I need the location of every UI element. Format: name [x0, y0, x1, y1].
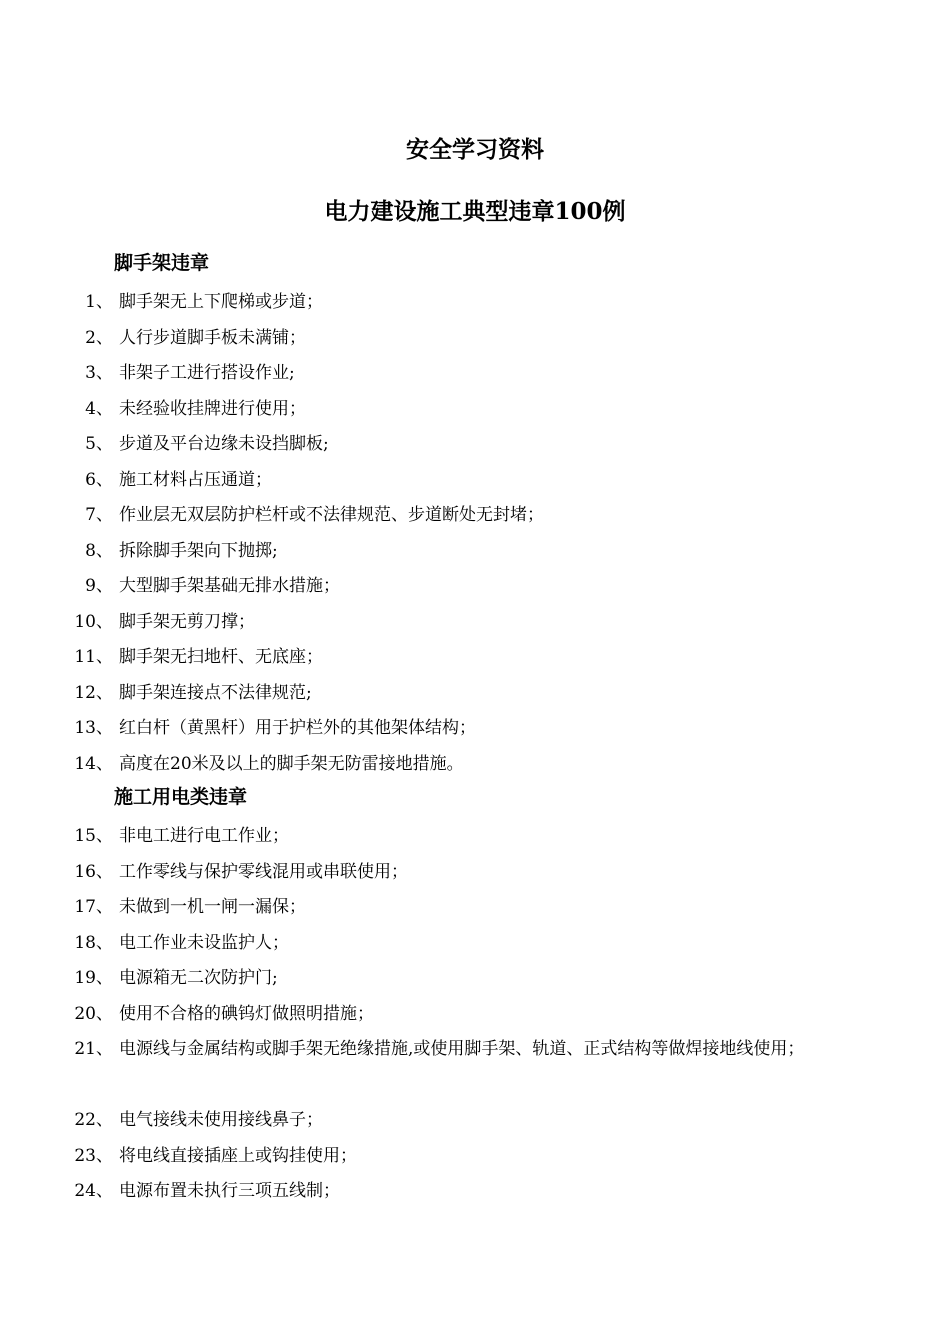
list-item [0, 1139, 950, 1175]
item-number: 17 [74, 897, 96, 917]
list-item [0, 427, 950, 463]
list-item [0, 961, 950, 997]
list-item [0, 676, 950, 712]
item-separator: 、 [96, 1003, 113, 1024]
item-separator: 、 [96, 932, 113, 953]
item-text: 电源箱无二次防护门; [119, 968, 278, 988]
item-number: 19 [74, 968, 96, 988]
list-item [0, 534, 950, 570]
list-item [0, 640, 950, 676]
item-text: 脚手架无上下爬梯或步道； [119, 292, 323, 312]
item-number: 3 [85, 363, 96, 383]
item-separator: 、 [96, 718, 113, 738]
list-item [0, 997, 950, 1033]
violation-list-electrical [0, 819, 950, 1210]
item-number: 10 [74, 611, 96, 632]
item-text: 未经验收挂牌进行使用； [119, 398, 306, 419]
list-item [0, 926, 950, 962]
item-text: 高度在20米及以上的脚手架无防雷接地措施。 [119, 753, 464, 774]
document-title: 安全学习资料 [406, 136, 544, 163]
item-separator: 、 [96, 1110, 113, 1130]
item-text: 使用不合格的碘钨灯做照明措施； [119, 1003, 374, 1024]
item-number: 12 [74, 682, 96, 703]
item-number: 5 [85, 434, 96, 454]
item-separator: 、 [96, 576, 113, 596]
list-item [0, 498, 950, 534]
item-number: 6 [85, 469, 96, 490]
list-item [0, 1032, 950, 1103]
item-text: 拆除脚手架向下抛掷; [119, 540, 278, 561]
item-separator: 、 [96, 753, 113, 774]
item-text: 施工材料占压通道； [119, 469, 272, 490]
list-item [0, 819, 950, 855]
item-text: 将电线直接插座上或钩挂使用； [119, 1145, 357, 1166]
item-text: 作业层无双层防护栏杆或不法律规范、步道断处无封堵； [119, 505, 544, 525]
list-item [0, 711, 950, 747]
section-heading-electrical: 施工用电类违章 [114, 786, 248, 808]
section-heading-scaffolding: 脚手架违章 [114, 252, 210, 274]
item-text: 电源布置未执行三项五线制； [119, 1181, 340, 1201]
list-item [0, 569, 950, 605]
list-item [0, 605, 950, 641]
item-number: 18 [74, 932, 96, 953]
item-separator: 、 [96, 398, 113, 419]
item-separator: 、 [96, 1145, 113, 1166]
item-text: 脚手架无剪刀撑； [119, 611, 255, 632]
list-item [0, 285, 950, 321]
item-text: 脚手架无扫地杆、无底座； [119, 647, 323, 667]
item-text: 红白杆（黄黑杆）用于护栏外的其他架体结构； [119, 718, 476, 738]
item-number: 20 [74, 1003, 96, 1024]
item-separator: 、 [96, 682, 113, 703]
item-number: 21 [74, 1039, 96, 1059]
item-text: 人行步道脚手板未满铺； [119, 327, 306, 348]
item-text: 脚手架连接点不法律规范; [119, 682, 312, 703]
item-number: 23 [74, 1145, 96, 1166]
item-text: 非架子工进行搭设作业; [119, 363, 295, 383]
item-number: 8 [85, 540, 96, 561]
item-separator: 、 [96, 434, 113, 454]
item-number: 14 [74, 753, 96, 774]
item-separator: 、 [96, 363, 113, 383]
list-item [0, 392, 950, 428]
item-text: 电气接线未使用接线鼻子； [119, 1110, 323, 1130]
item-separator: 、 [96, 897, 113, 917]
list-item [0, 463, 950, 499]
violation-list-scaffolding [0, 285, 950, 782]
item-number: 1 [85, 292, 96, 312]
item-separator: 、 [96, 1181, 113, 1201]
item-text: 步道及平台边缘未设挡脚板; [119, 434, 329, 454]
list-item [0, 321, 950, 357]
item-separator: 、 [96, 469, 113, 490]
list-item [0, 1174, 950, 1210]
item-separator: 、 [96, 861, 113, 882]
item-separator: 、 [96, 327, 113, 348]
list-item [0, 855, 950, 891]
item-text: 电源线与金属结构或脚手架无绝缘措施,或使用脚手架、轨道、正式结构等做焊接地线使用； [119, 1039, 805, 1059]
item-text: 大型脚手架基础无排水措施； [119, 576, 340, 596]
item-separator: 、 [96, 540, 113, 561]
item-text: 未做到一机一闸一漏保； [119, 897, 306, 917]
item-separator: 、 [96, 826, 113, 846]
item-separator: 、 [96, 611, 113, 632]
item-text: 非电工进行电工作业； [119, 826, 289, 846]
item-separator: 、 [96, 1039, 113, 1059]
item-separator: 、 [96, 292, 113, 312]
item-separator: 、 [96, 505, 113, 525]
item-number: 22 [74, 1110, 96, 1130]
item-number: 9 [85, 576, 96, 596]
item-text: 电工作业未设监护人； [119, 932, 289, 953]
item-number: 11 [74, 647, 96, 667]
document-subtitle: 电力建设施工典型违章100例 [324, 198, 626, 225]
item-number: 15 [74, 826, 96, 846]
item-number: 24 [74, 1181, 96, 1201]
list-item [0, 747, 950, 783]
item-number: 7 [85, 505, 96, 525]
item-number: 2 [85, 327, 96, 348]
item-number: 4 [85, 398, 96, 419]
item-number: 13 [74, 718, 96, 738]
list-item [0, 1103, 950, 1139]
list-item [0, 890, 950, 926]
item-separator: 、 [96, 647, 113, 667]
list-item [0, 356, 950, 392]
item-separator: 、 [96, 968, 113, 988]
item-text: 工作零线与保护零线混用或串联使用； [119, 861, 408, 882]
item-number: 16 [74, 861, 96, 882]
